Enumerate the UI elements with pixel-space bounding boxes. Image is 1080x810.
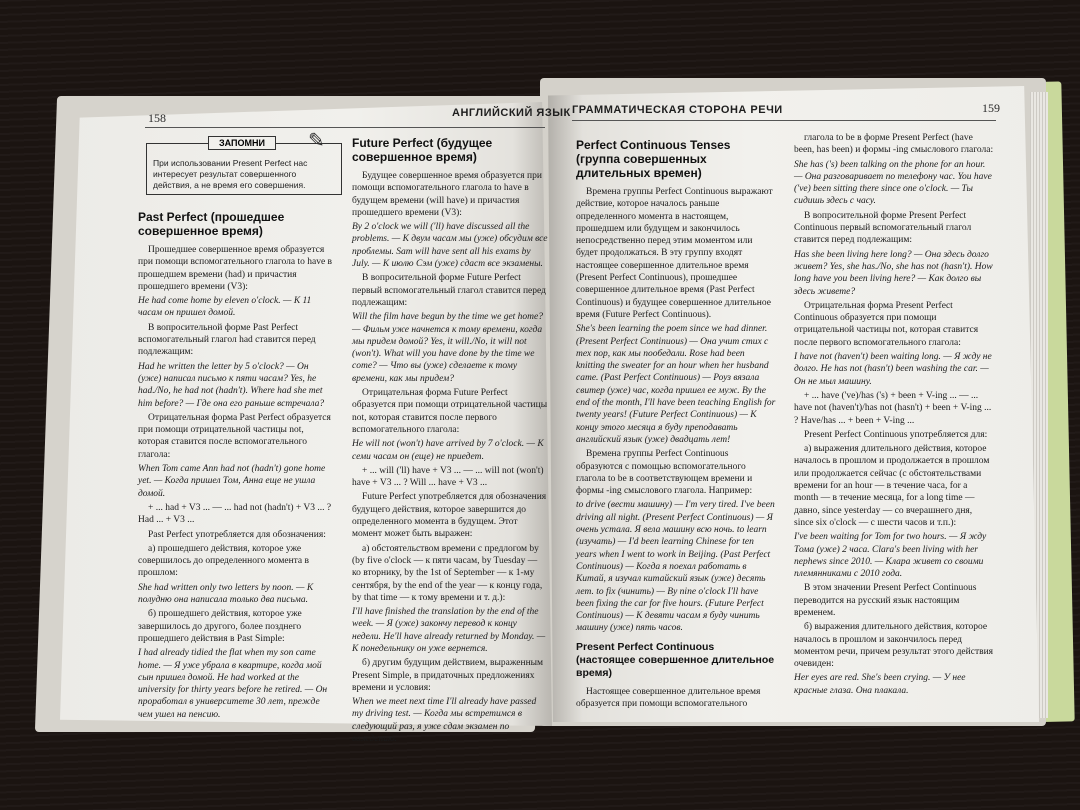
example-text: I had already tidied the flat when my son came home. — Я уже убрала в квартире, когда мой сын пришел домой. He had worked at the university for thirty years before he retired. — Он проработал в университете 30 лет, прежде чем ушел на пенсию. [138, 648, 328, 720]
paragraph: + ... have ('ve)/has ('s) + been + V-ing ... — ... have not (haven't)/has not (hasn't) + been + V-ing ... ? Have/has ... + been + V-ing ... [794, 390, 992, 426]
paragraph: а) обстоятельством времени с предлогом by (by five o'clock — к пяти часам, by Tuesday — ко вторнику, by the 1st of September — к 1-му сентября, by the end of the year — к концу года, by that time — к тому времени и т. д.): [352, 543, 543, 603]
paragraph: б) прошедшего действия, которое уже завершилось до другого, более позднего прошедшего действия в Past Simple: [138, 609, 302, 644]
pencil-icon: ✎ [308, 130, 325, 152]
paragraph: Отрицательная форма Past Perfect образуется при помощи отрицательной частицы not, которая ставится после вспомогательного глагола: [138, 412, 331, 460]
paragraph: б) выражения длительного действия, которое началось в прошлом и закончилось перед моментом речи, причем результат этого действия очевиден: [794, 622, 994, 670]
right-column-1 [576, 134, 776, 709]
paragraph: В вопросительной форме Future Perfect первый вспомогательный глагол ставится перед подлежащим: [352, 273, 546, 308]
example-text: Her eyes are red. She's been crying. — У нее красные глаза. Она плакала. [794, 673, 966, 696]
paragraph: Будущее совершенное время образуется при помощи вспомогательного глагола to have в будущем времени (will have) и причастия прошедшего времени (V3): [352, 171, 542, 218]
section-heading: Future Perfect (будущее совершенное время) [352, 136, 493, 164]
left-column-1 [138, 206, 334, 720]
right-page-number: 159 [982, 101, 1000, 115]
example-text: He had come home by eleven o'clock. — К 11 часам он пришел домой. [138, 296, 312, 319]
right-column-2 [794, 132, 994, 696]
paragraph: б) другим будущим действием, выраженным Present Simple, в придаточных предложениях времени и условия: [352, 658, 544, 693]
paragraph: Отрицательная форма Future Perfect образуется при помощи отрицательной частицы not, которая ставится после первого вспомогательного глагола: [352, 388, 548, 435]
example-text: When we meet next time I'll already have passed my driving test. — Когда мы встретимся в следующий раз, я уже сдам экзамен по вождению. [352, 697, 537, 745]
subsection-heading: Present Perfect Continuous (настоящее совершенное длительное время) [576, 640, 775, 679]
example-text: She had written only two letters by noon. — К полудню она написала только два письма. [138, 582, 314, 606]
paragraph: а) выражения длительного действия, которое началось в прошлом и продолжается в прошлом или продолжается сейчас (с обстоятельствами времени for an hour — в течение часа, for a month — в течение месяца, for a long time — давно, since yesterday — со вчерашнего дня, since six o'clock — с шести часов и т.п.): [794, 444, 990, 528]
paragraph: Future Perfect употребляется для обозначения будущего действия, которое завершится до определенного момента в будущем. Этот момент может быть выражен: [352, 492, 547, 540]
section-heading: Perfect Continuous Tenses (группа совершенных длительных времен) [576, 138, 731, 180]
example-text: I'll have finished the translation by the end of the week. — Я (уже) закончу перевод к концу недели. He'll have already returned by Monday. — К понедельнику он уже вернется. [352, 607, 546, 654]
example-text: When Tom came Ann had not (hadn't) gone home yet. — Когда пришел Том, Анна еще не ушла домой. [138, 464, 326, 499]
example-text: to drive (вести машину) — I'm very tired. I've been driving all night. (Present Perfect Continuous) — Я очень устала. Я вела машину всю ночь. to learn (изучать) — I'd been learning Chinese for ten years when I went to work in Beijing. (Past Perfect Continuous) — Когда я поехал работать в Китай, я изучал китайский язык (уже) десять лет. to fix (чинить) — By nine o'clock I'll have been fixing the car for five hours. (Future Perfect Continuous) — К девяти часам я буду чинить машину (уже) пять часов. [576, 500, 775, 634]
paragraph: глагола to be в форме Present Perfect (have been, has been) и формы -ing смыслового глагола: [794, 133, 994, 156]
paragraph: Настоящее совершенное длительное время образуется при помощи вспомогательного [576, 686, 761, 709]
paragraph: Present Perfect Continuous употребляется для: [804, 429, 988, 440]
paragraph: Past Perfect употребляется для обозначения: [148, 529, 326, 540]
paragraph: Отрицательная форма Present Perfect Continuous образуется при помощи отрицательной частицы not, которая ставится после первого вспомогательного глагола: [794, 300, 979, 348]
remember-note-text: При использовании Present Perfect нас интересует результат совершенного действия, а не время его совершения. [153, 158, 308, 190]
left-running-head: АНГЛИЙСКИЙ ЯЗЫК [452, 107, 571, 119]
paragraph: В вопросительной форме Past Perfect вспомогательный глагол had ставится перед подлежащим: [138, 322, 316, 358]
left-page-number: 158 [148, 111, 166, 125]
example-text: Has she been living here long? — Она здесь долго живет? Yes, she has./No, she has not (hasn't). How long have you been living here? — Как долго вы здесь живете? [794, 249, 993, 297]
remember-note-title: ЗАПОМНИ [208, 136, 276, 150]
paragraph: В вопросительной форме Present Perfect Continuous первый вспомогательный глагол ставится перед подлежащим: [794, 210, 972, 246]
paragraph: + ... will ('ll) have + V3 ... — ... will not (won't) have + V3 ... ? Will ... have + V3 ... [352, 465, 544, 489]
example-text: She has ('s) been talking on the phone for an hour. — Она разговаривает по телефону час. You have ('ve) been sitting there since one o'clock. — Ты сидишь здесь с часу. [794, 159, 992, 207]
example-text: Had he written the letter by 5 o'clock? — Он (уже) написал письмо к пяти часам? Yes, he had./No, he had not (hadn't). Where had she met him before? — Где она его раньше встречала? [138, 361, 325, 409]
left-header-rule [145, 127, 545, 128]
right-running-head: ГРАММАТИЧЕСКАЯ СТОРОНА РЕЧИ [572, 104, 783, 116]
example-text: By 2 o'clock we will ('ll) have discussed all the problems. — К двум часам мы (уже) обсудим все проблемы. Sam will have sent all his exams by July. — К июлю Сэм (уже) сдаст все экзамены. [352, 222, 548, 270]
section-heading: Past Perfect (прошедшее совершенное время) [138, 210, 285, 238]
paragraph: Времена группы Perfect Continuous выражают действие, которое началось раньше определенного момента в настоящем, прошедшем или будущем и закончилось непосредственно перед этим моментом или будет продолжаться. В эту группу входят настоящее совершенное длительное время (Present Perfect Continuous), прошедшее совершенное длительное время (Past Perfect Continuous) и будущее совершенное длительное время (Future Perfect Continuous). [576, 187, 773, 320]
right-header-rule [572, 120, 996, 121]
example-text: She's been learning the poem since we had dinner. (Present Perfect Continuous) — Она учит стих с тех пор, как мы пообедали. Rose had been knitting the sweater for an hour when her husband came. (Past Perfect Continuous) — Роуз вязала свитер (уже) час, когда пришел ее муж. By the end of the month, I'll have been teaching English for twenty years! (Future Perfect Continuous) — К концу этого месяца я буду преподавать английский язык (уже) двадцать лет! [576, 324, 776, 445]
paragraph: + ... had + V3 ... — ... had not (hadn't) + V3 ... ? Had ... + V3 ... [138, 502, 332, 526]
example-text: Will the film have begun by the time we get home? — Фильм уже начнется к тому времени, когда мы придем домой? Yes, it will./No, it will not (won't). What will you have done by the time we come? — Что вы (уже) сделаете к тому времени, как мы придем? [352, 312, 544, 384]
paragraph: В этом значении Present Perfect Continuous переводится на русский язык настоящим временем. [794, 583, 977, 618]
example-text: He will not (won't) have arrived by 7 o'clock. — К семи часам он (еще) не приедет. [352, 439, 544, 462]
paragraph: а) прошедшего действия, которое уже совершилось до определенного момента в прошлом: [138, 543, 309, 579]
example-text: I have not (haven't) been waiting long. — Я жду не долго. He has not (hasn't) been washing the car. — Он не мыл машину. [794, 352, 992, 387]
example-text: I've been waiting for Tom for two hours. — Я жду Тома (уже) 2 часа. Clara's been living with her nephews since 2010. — Клара живет со своими племянниками с 2010 года. [794, 532, 987, 580]
paragraph: Прошедшее совершенное время образуется при помощи вспомогательного глагола to have в прошедшем времени (had) и причастия прошедшего времени (V3): [138, 245, 333, 292]
paragraph: Времена группы Perfect Continuous образуются с помощью вспомогательного глагола to be в соответствующем времени и формы -ing смыслового глагола. Например: [576, 449, 753, 497]
left-column-2 [352, 132, 548, 745]
